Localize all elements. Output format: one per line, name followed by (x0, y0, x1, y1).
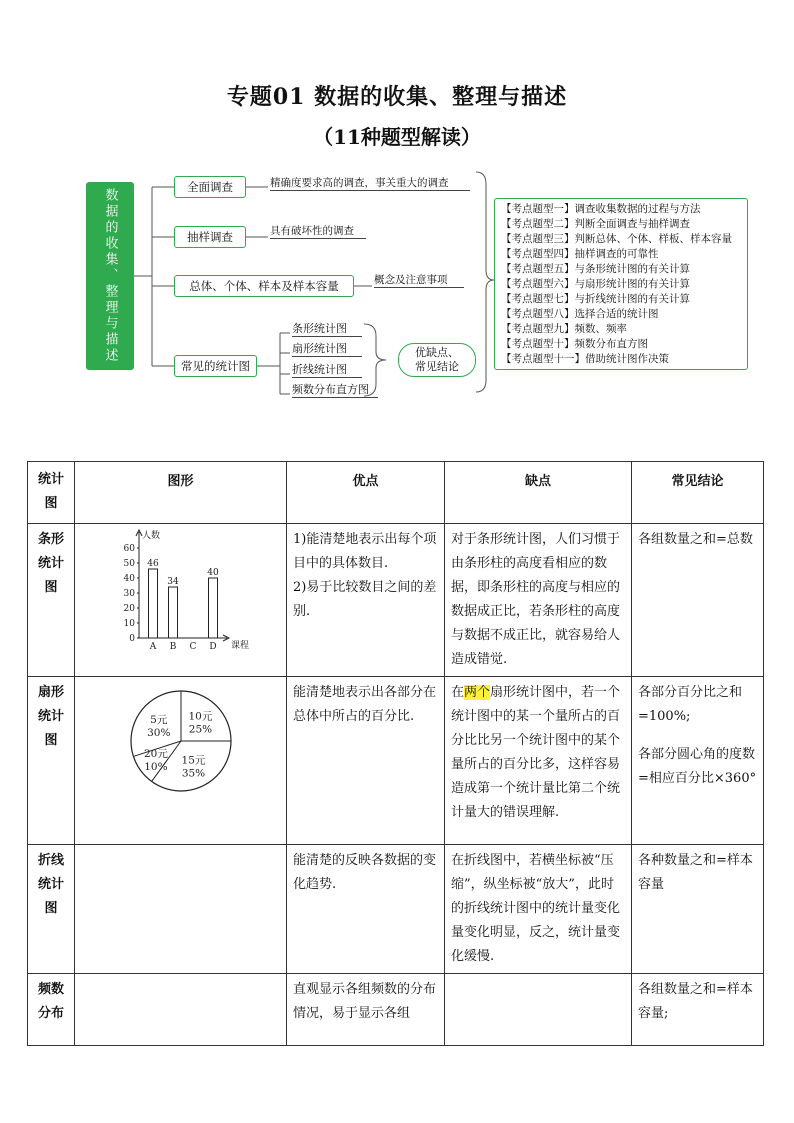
pie-slice-value: 30% (147, 726, 171, 739)
figure-cell (75, 677, 287, 845)
header-cons: 缺点 (445, 462, 632, 524)
bar (169, 587, 178, 638)
chart-type-bar: 条形统计图 (292, 320, 362, 337)
cons-text: 扇形统计图中，若一个统计图中的某一个量所占的百分比比另一个统计图中的某个量所占的百分比多，这样容易造成第一个统计量比第二个统计量大的错误理解. (451, 685, 621, 820)
type-item: 【考点题型十一】借助统计图作决策 (501, 353, 669, 365)
x-axis-label: 课程 (231, 641, 250, 651)
type-item: 【考点题型九】频数、频率 (501, 323, 627, 335)
conclusion-cell: 各组数量之和=样本容量; (632, 974, 764, 1046)
table-row (28, 677, 764, 845)
bar (209, 578, 218, 638)
y-tick-label: 40 (123, 574, 135, 584)
bar-data-label: 34 (167, 577, 179, 587)
row-name: 折线统计图 (28, 845, 75, 974)
node-common-charts: 常见的统计图 (174, 355, 257, 377)
y-tick-label: 20 (123, 604, 135, 614)
y-axis-label: 人数 (142, 531, 161, 541)
note-population-sample: 概念及注意事项 (374, 272, 464, 288)
row-name: 扇形统计图 (28, 677, 75, 845)
figure-cell (75, 845, 287, 974)
pie-slice-label: 5元 (150, 713, 168, 726)
chart-type-histogram: 频数分布直方图 (292, 381, 378, 398)
node-sample-survey: 抽样调查 (174, 226, 246, 248)
type-item: 【考点题型一】调查收集数据的过程与方法 (501, 203, 701, 215)
type-item: 【考点题型四】抽样调查的可靠性 (501, 248, 659, 260)
x-tick-label: B (169, 642, 177, 652)
pie-chart (77, 679, 283, 799)
type-item: 【考点题型五】与条形统计图的有关计算 (501, 263, 690, 275)
conclusion-cell: 各种数量之和=样本容量 (632, 845, 764, 974)
pie-slice-label: 10元 (188, 710, 213, 723)
page-title: 专题01 数据的收集、整理与描述 (226, 84, 568, 110)
header-pros: 优点 (287, 462, 445, 524)
table-row (28, 974, 764, 1046)
cons-text: 在 (451, 685, 465, 700)
type-item: 【考点题型六】与扇形统计图的有关计算 (501, 278, 690, 290)
pie-slice-label: 20元 (143, 748, 168, 761)
y-tick-label: 50 (123, 559, 135, 569)
conclusion-cell: 各组数量之和=总数 (632, 524, 764, 677)
node-population-sample: 总体、个体、样本及样本容量 (174, 275, 354, 297)
type-item: 【考点题型八】选择合适的统计图 (501, 308, 659, 320)
pie-slice-label: 15元 (181, 754, 206, 767)
pros-item: 2)易于比较数目之间的差别. (293, 580, 437, 619)
pros-cell: 能清楚地表示出各部分在总体中所占的百分比. (287, 677, 445, 845)
type-item: 【考点题型三】判断总体、个体、样板、样本容量 (501, 233, 732, 245)
cons-cell (445, 974, 632, 1046)
table-row (28, 845, 764, 974)
conclusion-cell (632, 677, 764, 845)
bar (149, 569, 158, 638)
x-tick-label: C (189, 642, 197, 652)
y-tick-label: 60 (123, 544, 135, 554)
cons-cell: 对于条形统计图，人们习惯于由条形柱的高度看相应的数据，即条形柱的高度与相应的数据成正比，若条形柱的高度与数据不成正比，就容易给人造成错觉. (445, 524, 632, 677)
table-row (28, 524, 764, 677)
charts-comparison-table (27, 461, 764, 1046)
header-conclusion: 常见结论 (632, 462, 764, 524)
note-sample-survey: 具有破坏性的调查 (270, 223, 366, 239)
x-tick-label: D (209, 642, 217, 652)
type-item: 【考点题型十】频数分布直方图 (501, 338, 648, 350)
row-name: 条形统计图 (28, 524, 75, 677)
figure-cell (75, 974, 287, 1046)
header-chart: 统计图 (28, 462, 75, 524)
note-full-survey: 精确度要求高的调查，事关重大的调查 (270, 175, 470, 191)
cons-cell: 在折线图中，若横坐标被“压缩”，纵坐标被“放大”，此时的折线统计图中的统计量变化量变化明显，反之，统计量变化缓慢. (445, 845, 632, 974)
pros-cell (287, 524, 445, 677)
y-tick-label: 10 (123, 619, 135, 629)
cons-cell (445, 677, 632, 845)
pie-slice-value: 35% (181, 767, 206, 780)
chart-type-line: 折线统计图 (292, 361, 362, 378)
figure-cell (75, 524, 287, 677)
header-figure: 图形 (75, 462, 287, 524)
y-tick-label: 0 (129, 634, 135, 644)
bar-data-label: 40 (207, 568, 219, 578)
x-tick-label: A (149, 642, 157, 652)
y-tick-label: 30 (123, 589, 135, 599)
conclusion-item: 各部分百分比之和=100%; (638, 685, 743, 724)
node-pros-cons: 优缺点、 常见结论 (398, 343, 476, 377)
pie-slice-value: 25% (188, 723, 213, 736)
pros-item: 1)能清楚地表示出每个项目中的具体数目. (293, 532, 437, 571)
pie-slice-value: 10% (144, 761, 168, 774)
type-item: 【考点题型七】与折线统计图的有关计算 (501, 293, 690, 305)
node-full-survey: 全面调查 (174, 176, 246, 198)
cons-highlight: 两个 (464, 685, 491, 700)
mindmap-root: 数据的收集、整理与描述 (86, 182, 134, 370)
page-subtitle: （11种题型解读） (313, 125, 481, 149)
row-name: 频数分布 (28, 974, 75, 1046)
type-item: 【考点题型二】判断全面调查与抽样调查 (501, 218, 690, 230)
bar-chart (77, 526, 283, 660)
pros-cell: 直观显示各组频数的分布情况，易于显示各组 (287, 974, 445, 1046)
chart-type-pie: 扇形统计图 (292, 340, 362, 357)
bar-data-label: 46 (147, 559, 159, 569)
pros-cell: 能清楚的反映各数据的变化趋势. (287, 845, 445, 974)
question-types-box (494, 198, 748, 370)
conclusion-item: 各部分圆心角的度数=相应百分比×360° (638, 747, 757, 786)
table-header-row (28, 462, 764, 524)
